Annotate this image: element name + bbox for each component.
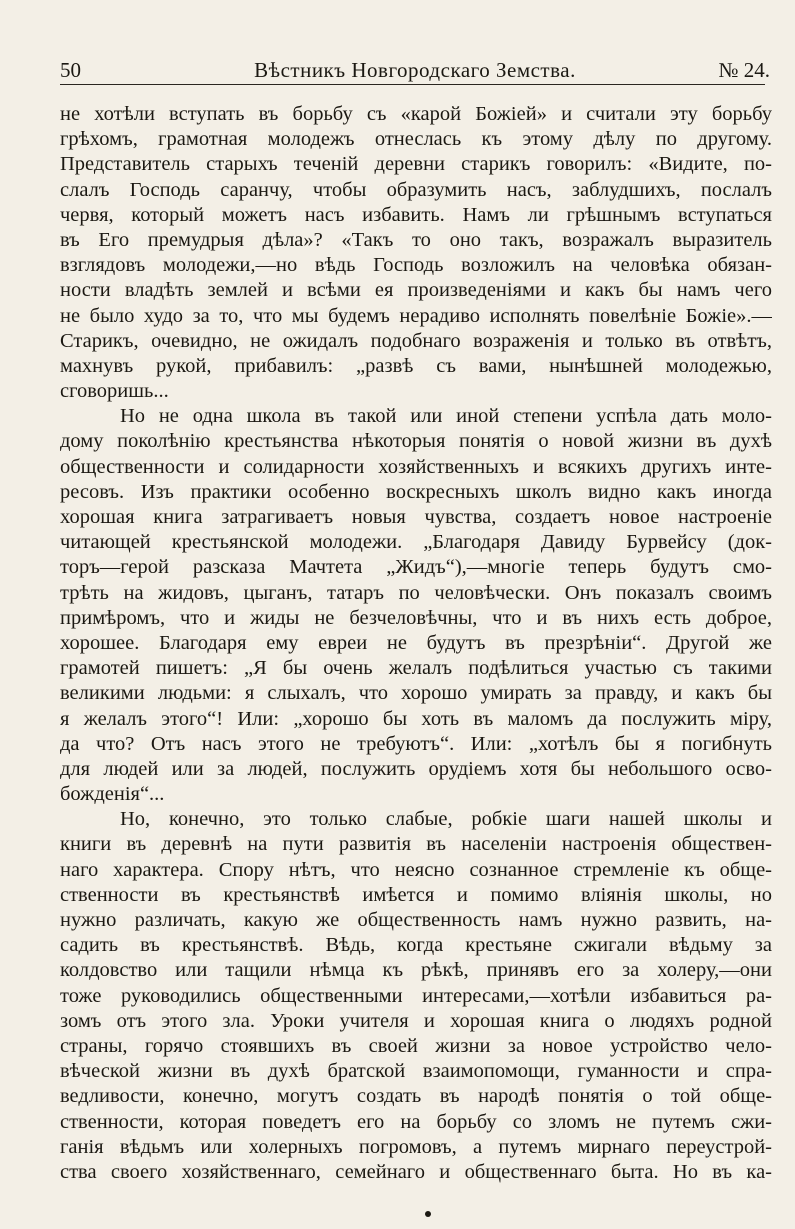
ink-dot (425, 1211, 431, 1217)
text-line: читающей крестьянской молодежи. „Благодаря Давиду Бурвейсу (док- (60, 531, 772, 554)
journal-title: Вѣстникъ Новгородскаго Земства. (254, 58, 576, 82)
text-line: страны, горячо стоявшихъ въ своей жизни за новое устройство чело- (60, 1034, 772, 1057)
text-line: ственности въ крестьянствѣ имѣется и помимо влiянiя школы, но (60, 883, 772, 906)
text-line: примѣромъ, что и жиды не безчеловѣчны, что и въ нихъ есть доброе, (60, 606, 772, 629)
text-line: да что? Отъ насъ этого не требуютъ“. Или: „хотѣлъ бы я погибнуть (60, 732, 772, 755)
text-line: колдовство или тащили нѣмца къ рѣкѣ, принявъ его за холеру,—они (60, 959, 772, 982)
text-line: ганiя вѣдьмъ или холерныхъ погромовъ, а путемъ мирнаго переустрой- (60, 1135, 772, 1158)
text-line: великими людьми: я слыхалъ, что хорошо умирать за правду, и какъ бы (60, 682, 772, 705)
issue-number: № 24. (718, 58, 770, 82)
text-line: дому поколѣнiю крестьянства нѣкоторыя понятiя о новой жизни въ духѣ (60, 430, 772, 453)
text-line: грамотей пишетъ: „Я бы очень желалъ подѣлиться участью съ такими (60, 657, 772, 680)
text-line: книги въ деревнѣ на пути развитiя въ населенiи настроенiя обществен- (60, 833, 772, 856)
body-text (60, 102, 772, 1185)
text-line: махнувъ рукой, прибавилъ: „развѣ съ вами, нынѣшней молодежью, (60, 354, 772, 377)
text-line: торъ—герой разсказа Мачтета „Жидъ“),—многiе теперь будутъ смо- (60, 556, 772, 579)
text-line: наго характера. Спору нѣтъ, что неясно сознанное стремленiе къ обще- (60, 858, 772, 881)
text-line: вѣческой жизни въ духѣ братской взаимопомощи, гуманности и спра- (60, 1060, 772, 1083)
header-rule (60, 84, 765, 85)
text-line: я желалъ этого“! Или: „хорошо бы хоть въ маломъ да послужить мiру, (60, 707, 772, 730)
text-line: ности владѣть землей и всѣми ея произведенiями и какъ бы намъ чего (60, 279, 772, 302)
text-line: слалъ Господь саранчу, чтобы образумить насъ, заблудшихъ, послалъ (60, 178, 772, 201)
text-line: ственности, которая поведетъ его на борьбу со зломъ не путемъ сжи- (60, 1110, 772, 1133)
text-line: для людей или за людей, послужить орудiемъ хотя бы небольшого осво- (60, 757, 772, 780)
text-line: общественности и солидарности хозяйственныхъ и всякихъ другихъ инте- (60, 455, 772, 478)
text-line: въ Его премудрыя дѣла»? «Такъ то оно такъ, возражалъ выразитель (60, 228, 772, 251)
text-line: трѣть на жидовъ, цыганъ, татаръ по человѣчески. Онъ показалъ своимъ (60, 581, 772, 604)
text-line: Старикъ, очевидно, не ожидалъ подобнаго возраженiя и только въ отвѣтъ, (60, 329, 772, 352)
text-line: сговоришь... (60, 380, 169, 403)
text-line: не было худо за то, что мы будемъ нерадиво исполнять повелѣнiе Божiе».— (60, 304, 772, 327)
text-line: тоже руководились общественными интересами,—хотѣли избавиться ра- (60, 984, 772, 1007)
text-line: ства своего хозяйственнаго, семейнаго и общественнаго быта. Но въ ка- (60, 1160, 772, 1183)
text-line: зомъ отъ этого зла. Уроки учителя и хорошая книга о людяхъ родной (60, 1009, 772, 1032)
text-line: червя, который можетъ насъ избавить. Намъ ли грѣшнымъ вступаться (60, 203, 772, 226)
text-line: хорошее. Благодаря ему евреи не будутъ въ презрѣнiи“. Другой же (60, 631, 772, 654)
text-line: Но не одна школа въ такой или иной степени успѣла дать моло- (120, 405, 772, 428)
text-line: взглядовъ молодежи,—но вѣдь Господь возложилъ на человѣка обязан- (60, 254, 772, 277)
text-line: грѣхомъ, грамотная молодежъ отнеслась къ этому дѣлу по другому. (60, 128, 772, 151)
text-line: хорошая книга затрагиваетъ новыя чувства, создаетъ новое настроенiе (60, 506, 772, 528)
running-header (60, 56, 770, 84)
text-line: ведливости, конечно, могутъ создать въ народѣ понятiя о той обще- (60, 1085, 772, 1108)
text-line: Представитель старыхъ теченiй деревни старикъ говорилъ: «Видите, по- (60, 153, 772, 176)
text-line: нужно различать, какую же общественность намъ нужно развить, на- (60, 909, 772, 931)
text-line: ресовъ. Изъ практики особенно воскресныхъ школъ видно какъ иногда (60, 480, 772, 503)
text-line: божденiя“... (60, 783, 165, 806)
text-line: не хотѣли вступать въ борьбу съ «карой Божiей» и считали эту борьбу (60, 103, 772, 125)
text-line: садить въ крестьянствѣ. Вѣдь, когда крестьяне сжигали вѣдьму за (60, 934, 772, 957)
text-line: Но, конечно, это только слабые, робкiе шаги нашей школы и (120, 808, 772, 831)
page-number: 50 (60, 58, 81, 82)
